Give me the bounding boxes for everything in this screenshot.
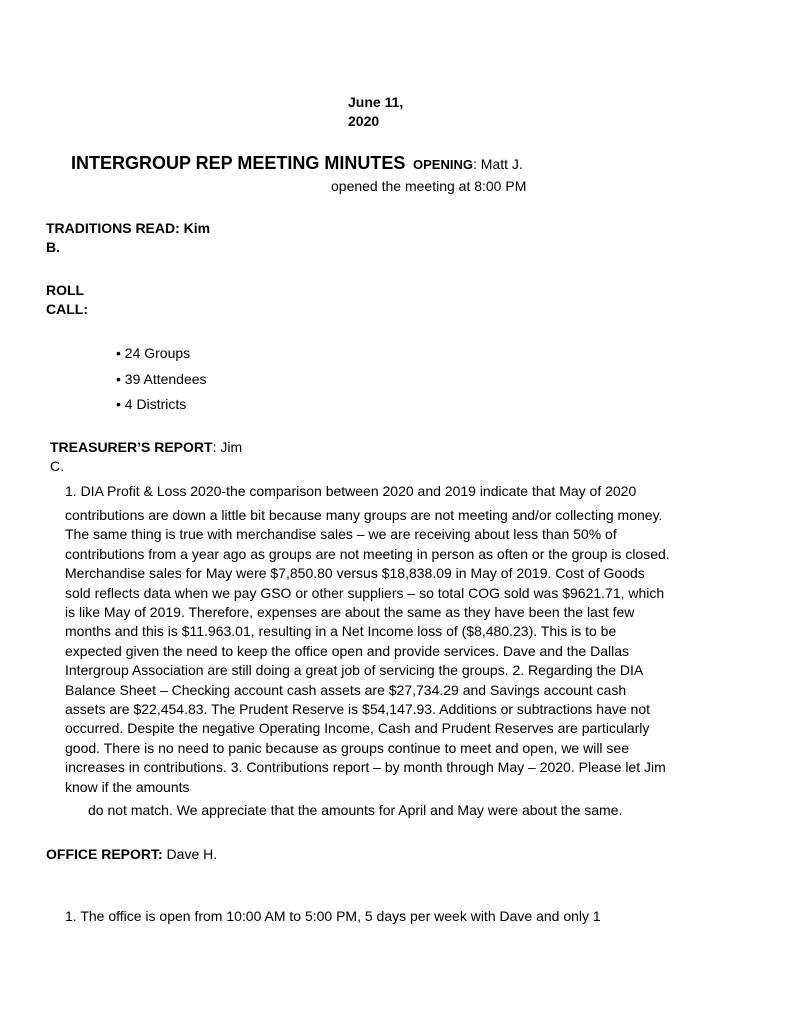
list-item: • 39 Attendees (116, 370, 207, 387)
treasurer-label: TREASURER’S REPORT (50, 439, 213, 455)
office-label: OFFICE REPORT: (46, 846, 163, 862)
office-item-1: 1. The office is open from 10:00 AM to 5:00 PM, 5 days per week with Dave and only 1 (65, 908, 601, 924)
roll-call-heading: ROLL CALL: (46, 282, 88, 317)
opening-line (413, 155, 523, 174)
treasurer-report-body: contributions are down a little bit because many groups are not meeting and/or collecting money. The same thing is true with merchandise sales – we are receiving about less than 50% of contributions from a year ago as groups are not meeting in person as often or the group is closed. Merchandise sales for May were $7,850.80 versus $18,838.09 in May of 2019. Cost of Goods sold reflects data when we pay GSO or other suppliers – so total COG sold was $9621.71, which is like May of 2019. Therefore, expenses are about the same as they have been the last few months and this is $11.963.01, resulting in a Net Income loss of ($8,480.23). This is to be expected given the need to keep the office open and provide services. Dave and the Dallas Intergroup Association are still doing a great job of servicing the groups. 2. Regarding the DIA Balance Sheet – Checking account cash assets are $27,734.29 and Savings account cash assets are $22,454.83. The Prudent Reserve is $54,147.93. Additions or subtractions have not occurred. Despite the negative Operating Income, Cash and Prudent Reserves are particularly good. There is no need to panic because as groups continue to meet and open, we will see increases in contributions. 3. Contributions report – by month through May – 2020. Please let Jim know if the amounts (65, 507, 670, 795)
treasurer-report-tail: do not match. We appreciate that the amounts for April and May were about the same. (88, 802, 623, 818)
traditions-heading: TRADITIONS READ: Kim B. (46, 220, 211, 255)
treasurer-name: : Jim C. (50, 439, 243, 474)
opening-text-continued: opened the meeting at 8:00 PM (331, 178, 527, 194)
opening-text: : Matt J. (472, 156, 523, 172)
office-report-heading (46, 845, 221, 864)
office-name: Dave H. (162, 846, 218, 862)
treasurer-heading (50, 438, 260, 476)
treasurer-item-1: 1. DIA Profit & Loss 2020-the comparison between 2020 and 2019 indicate that May of 2020 (65, 483, 637, 499)
meeting-date: June 11, 2020 (348, 94, 404, 129)
roll-call-list (116, 344, 207, 421)
opening-label: OPENING (413, 157, 473, 172)
list-item: • 4 Districts (116, 396, 187, 412)
page-title: INTERGROUP REP MEETING MINUTES (71, 153, 406, 173)
list-item: • 24 Groups (116, 345, 191, 361)
